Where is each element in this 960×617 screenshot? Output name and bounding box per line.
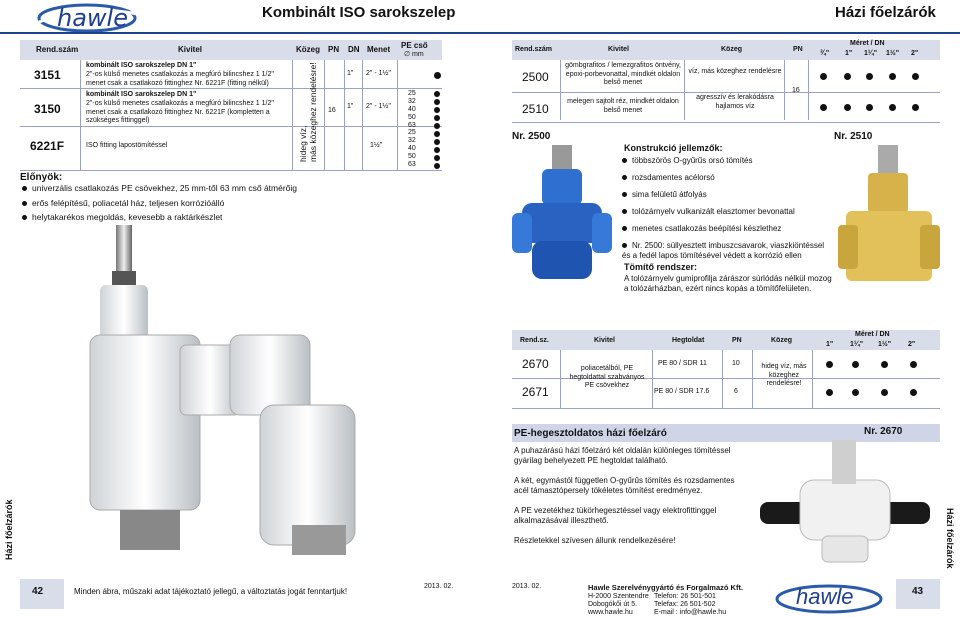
r2-heg-2670: PE 80 / SDR 11	[658, 360, 707, 367]
col-dn: DN	[348, 45, 360, 54]
r2col-pn: PN	[732, 337, 742, 344]
col-pecso: PE cső	[401, 41, 428, 50]
row-sep	[20, 170, 442, 171]
pe-p2: A két, egymástól független O-gyűrűs tömítés és rozsdamentes acél támasztópersely tökéletes tömítést eredményez.	[514, 476, 735, 495]
code-2510: 2510	[522, 102, 549, 116]
seal-title: Tömítő rendszer:	[624, 262, 698, 272]
rcol-pn: PN	[793, 46, 803, 53]
row-2510-kozeg: agresszív és lerakódásra hajlamos víz	[696, 94, 774, 110]
dot	[881, 389, 888, 396]
dot	[866, 73, 873, 80]
side-label-right: Házi főelzárók	[945, 508, 955, 569]
pe-p1: A puhazárású házi főelzáró két oldalán különleges tömítéssel gyárilag behelyezett PE hegtoldat található.	[514, 446, 731, 465]
row-sep	[512, 122, 940, 123]
pe-size: 40	[408, 106, 416, 113]
construction-item: rozsdamentes acélorsó	[622, 173, 715, 182]
r2col-kivitel: Kivitel	[594, 337, 616, 344]
top-rule	[0, 32, 960, 34]
sep	[560, 60, 561, 120]
row-sep	[512, 92, 940, 93]
disclaimer: Minden ábra, műszaki adat tájékoztató jellegű, a változtatás jogát fenntartjuk!	[74, 587, 348, 596]
pe-valve-image	[760, 440, 930, 575]
sep	[80, 60, 81, 170]
sep	[684, 60, 685, 120]
advantages-title: Előnyök:	[20, 172, 63, 183]
pe-size: 63	[408, 122, 416, 129]
col-rendszam: Rend.szám	[36, 45, 79, 54]
pe-p3: A PE vezetékhez tükörhegesztéssel vagy elektrofittinggel alkalmazásával illeszthető.	[514, 506, 717, 525]
col-kozeg: Közeg	[296, 45, 320, 54]
sep	[362, 60, 363, 170]
advantage-item: helytakarékos megoldás, kevesebb a raktárkészlet	[22, 212, 222, 222]
sep	[397, 60, 398, 170]
dot	[434, 163, 440, 169]
tel: Telefon: 26 501-501	[654, 593, 716, 600]
code-6221f: 6221F	[30, 139, 65, 153]
row-sep	[512, 408, 940, 409]
iso-valve-image	[30, 225, 360, 570]
row-3150-desc: 2"-os külső menetes csatlakozás a megfúró bilincshez 1 1/2" menet csak a csatlakozó fittinghez Nr. 6221F (kompletten a szükséges fittinggel)	[86, 100, 274, 124]
addr1: H-2000 Szentendre	[588, 593, 649, 600]
dot	[434, 147, 440, 153]
dot	[852, 389, 859, 396]
row-6221f-desc: ISO fitting lapostömítéssel	[86, 142, 168, 149]
row-6221f-menet: 1½"	[370, 142, 383, 149]
page-number-right: 43	[912, 586, 924, 597]
row-3151-desc: 2"-os külső menetes csatlakozás a megfúró bilincshez 1 1/2" menet csak a csatlakozó fittinghez Nr. 6221F (fitting nélkül)	[86, 71, 274, 87]
size-1: 1"	[845, 50, 853, 57]
row-2500-kozeg: víz, más közeghez rendelésre	[688, 68, 782, 75]
sep	[812, 350, 813, 408]
r2-heg-2671: PE 80 / SDR 17.6	[654, 388, 710, 395]
size-114: 1¼"	[864, 50, 878, 57]
dot	[912, 73, 919, 80]
size-2: 2"	[911, 50, 919, 57]
dot	[881, 361, 888, 368]
company: Hawle Szerelvénygyártó és Forgalmazó Kft.	[588, 583, 744, 592]
page-title-left: Kombinált ISO sarokszelep	[262, 4, 456, 21]
row-2510-desc: melegen sajtolt réz, mindkét oldalon belső menet	[567, 98, 679, 114]
row-3151-dn: 1"	[347, 70, 354, 77]
email: E-mail : info@hawle.hu	[654, 609, 727, 616]
row-sep	[20, 126, 442, 127]
r2col-meret: Méret / DN	[855, 331, 890, 338]
col-menet: Menet	[367, 45, 391, 54]
kozeg-vertical-label: hideg víz, más közeghez rendelésre!	[298, 62, 318, 162]
col-pecso-unit: ∅ mm	[404, 51, 424, 58]
dot	[434, 155, 440, 161]
dot	[844, 104, 851, 111]
code-2671: 2671	[522, 385, 549, 399]
sep	[722, 350, 723, 408]
sep	[752, 350, 753, 408]
date-left: 2013. 02.	[424, 583, 454, 590]
col-pn: PN	[328, 45, 340, 54]
r2size-1: 1"	[826, 341, 834, 348]
r2-desc: poliacetálból, PE hegtoldattal szabványos PE csövekhez	[569, 365, 645, 389]
code-2500: 2500	[522, 70, 549, 84]
col-kivitel: Kivitel	[178, 45, 203, 54]
r2col-hegtoldat: Hegtoldat	[672, 337, 705, 344]
dot	[910, 389, 917, 396]
dot	[434, 115, 440, 121]
pe-size: 25	[408, 90, 416, 97]
row-3151-menet: 2" - 1½"	[366, 70, 391, 77]
dot	[889, 104, 896, 111]
rcol-kivitel: Kivitel	[608, 46, 630, 53]
right-pn: 16	[792, 87, 800, 94]
nr-2510-label: Nr. 2510	[834, 131, 873, 142]
page-title-right: Házi főelzárók	[835, 4, 936, 21]
addr2: Dobogókői út 5.	[588, 601, 638, 608]
row-3151-title: kombinált ISO sarokszelep DN 1"	[86, 62, 197, 69]
advantage-item: univerzális csatlakozás PE csövekhez, 25 mm-től 63 mm cső átmérőig	[22, 183, 297, 193]
date-right: 2013. 02.	[512, 583, 542, 590]
footer-logo	[774, 582, 884, 614]
dot	[826, 389, 833, 396]
nr-2670-label: Nr. 2670	[864, 426, 903, 437]
page-number-left: 42	[32, 586, 44, 597]
sep	[344, 60, 345, 170]
construction-item: Nr. 2500: süllyesztett imbuszcsavarok, viaszkiöntéssel és a fedél lapos tömítésével védett a korrózió ellen	[622, 241, 825, 260]
code-2670: 2670	[522, 357, 549, 371]
dot-3151	[434, 72, 441, 79]
row-3150-title: kombinált ISO sarokszelep DN 1"	[86, 91, 197, 98]
pe-size: 32	[408, 98, 416, 105]
construction-item: többszörös O-gyűrűs orsó tömítés	[622, 156, 753, 165]
side-label-left: Házi főelzárók	[4, 499, 14, 560]
sep	[560, 350, 561, 408]
dot	[852, 361, 859, 368]
construction-item: menetes csatlakozás beépítési készlethez	[622, 224, 781, 233]
pe-size: 63	[408, 161, 416, 168]
row-3150-pn: 16	[328, 107, 336, 114]
dot	[820, 104, 827, 111]
brass-valve-image	[838, 145, 940, 293]
dot	[826, 361, 833, 368]
dot	[889, 73, 896, 80]
footer-logo-text: hawle	[796, 584, 854, 609]
r2-pn-2670: 10	[732, 360, 740, 367]
rcol-meret: Méret / DN	[850, 40, 885, 47]
blue-valve-image	[512, 145, 612, 285]
dot	[434, 139, 440, 145]
pe-size: 25	[408, 129, 416, 136]
r2size-114: 1¼"	[850, 341, 864, 348]
dot	[866, 104, 873, 111]
dot	[434, 131, 440, 137]
dot	[912, 104, 919, 111]
r2-kozeg: hideg víz, más közeghez rendelésre!	[761, 363, 807, 387]
r2size-112: 1½"	[878, 341, 892, 348]
nr-2500-label: Nr. 2500	[512, 131, 551, 142]
seal-text: A tolózárnyelv gumiprofilja zárászor súrlódás nélkül mozog a tolózárházban, ezért nincs kopás a tömítőfelületen.	[624, 274, 832, 293]
advantage-item: erős felépítésű, poliacetál ház, teljesen korrózióálló	[22, 198, 224, 208]
construction-item: tolózárnyelv vulkanizált elasztomer bevonattal	[622, 207, 795, 216]
fax: Telefax: 26 501-502	[654, 601, 716, 608]
pe-section-title: PE-hegesztoldatos házi főelzáró	[514, 428, 667, 439]
logo-text: hawle	[57, 4, 128, 32]
size-112: 1½"	[886, 50, 900, 57]
dot	[844, 73, 851, 80]
construction-item: sima felületű átfolyás	[622, 190, 707, 199]
dot	[434, 107, 440, 113]
pe-size: 50	[408, 153, 416, 160]
sep	[784, 60, 785, 120]
rcol-kozeg: Közeg	[721, 46, 742, 53]
dot	[434, 123, 440, 129]
r2-pn-2671: 6	[734, 388, 738, 395]
pe-size: 40	[408, 145, 416, 152]
row-3150-dn: 1"	[347, 103, 354, 110]
code-3150: 3150	[34, 102, 61, 116]
r2col-rendsz: Rend.sz.	[520, 337, 549, 344]
r2size-2: 2"	[908, 341, 916, 348]
web: www.hawle.hu	[588, 609, 633, 616]
sep	[324, 60, 325, 170]
r2col-kozeg: Közeg	[771, 337, 792, 344]
pe-size: 50	[408, 114, 416, 121]
rcol-rendszam: Rend.szám	[515, 46, 552, 53]
dot	[910, 361, 917, 368]
pe-size: 32	[408, 137, 416, 144]
dot	[434, 91, 440, 97]
dot	[820, 73, 827, 80]
code-3151: 3151	[34, 68, 61, 82]
dot	[434, 99, 440, 105]
row-2500-desc: gömbgrafitos / lemezgrafitos öntvény, epoxi-porbevonattal, mindkét oldalon belső menet	[565, 62, 681, 86]
hawle-logo	[37, 2, 141, 32]
pe-p4: Részletekkel szívesen állunk rendelkezésére!	[514, 536, 676, 545]
construction-title: Konstrukció jellemzők:	[624, 143, 723, 153]
row-sep	[20, 88, 442, 89]
size-34: ¾"	[820, 50, 830, 57]
sep	[652, 350, 653, 408]
sep	[808, 60, 809, 120]
row-3150-menet: 2" - 1½"	[366, 103, 391, 110]
sep	[292, 60, 293, 170]
